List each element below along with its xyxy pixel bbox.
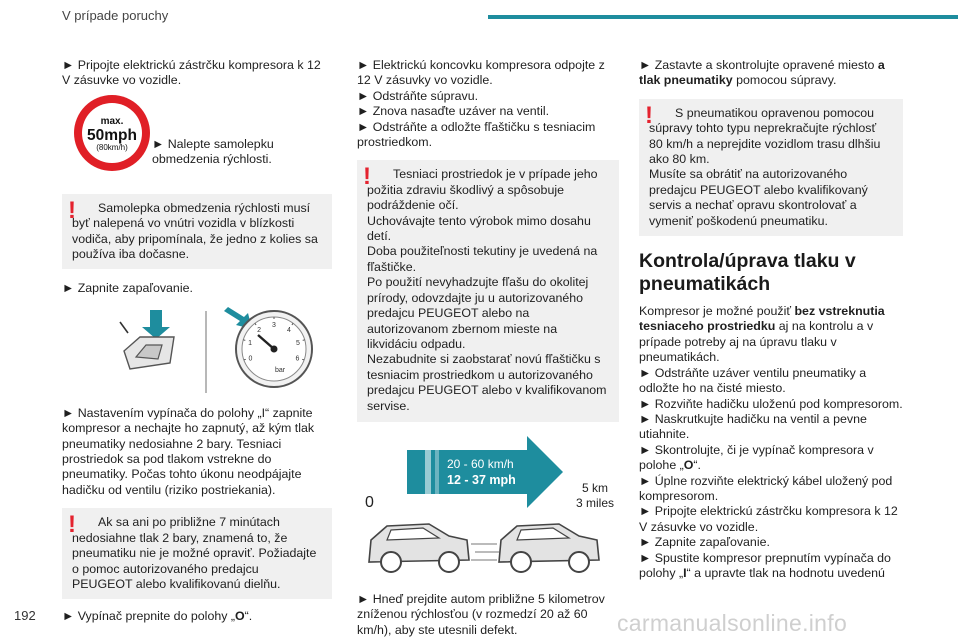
warning-box-sticker bbox=[62, 194, 332, 270]
warning-box-speed bbox=[639, 99, 903, 236]
instruction-ignition: ► Zapnite zapaľovanie. bbox=[62, 281, 193, 296]
watermark: carmanualsonline.info bbox=[617, 610, 848, 636]
step-remove-valve-cap: ► Odstráňte uzáver ventilu pneumatiky a odložte ho na čisté miesto. bbox=[639, 365, 867, 396]
step-plug-in: ► Pripojte elektrickú zástrčku kompresora k 12 V zásuvke vo vozidle. bbox=[639, 504, 898, 534]
step-start-compressor: ► Spustite kompresor prepnutím vypínača do polohy „I“ a upravte tlak na hodnotu uvedenú bbox=[639, 550, 891, 580]
gauge-tick-label: 6 bbox=[295, 355, 300, 363]
step-screw-hose: ► Naskrutkujte hadičku na ventil a pevne utiahnite. bbox=[639, 411, 867, 442]
instruction-check-repair: ► Zastavte a skontrolujte opravené miesto a tlak pneumatiky pomocou súpravy. bbox=[639, 58, 885, 88]
gauge-tick-mark bbox=[303, 340, 305, 341]
gauge-tick-mark bbox=[244, 359, 246, 360]
car-start-icon bbox=[369, 524, 469, 572]
speed-kmh-label: 20 - 60 km/h bbox=[447, 456, 514, 471]
compressor-illustration bbox=[62, 305, 332, 397]
speed-limit-sticker-row bbox=[62, 95, 332, 171]
warning-text: Ak sa ani po približne 7 minútach nedosiahne tlak 2 bary, znamená to, že pneumatiku nie je možné opraviť. Požiadajte o pomoc autorizovaného predajcu PEUGEOT alebo kvalifikovanú dielňu. bbox=[72, 515, 317, 591]
instruction-remove-bottle: ► Odstráňte a odložte fľaštičku s tesniacim prostriedkom. bbox=[357, 119, 596, 150]
warning-line-1: S pneumatikou opravenou pomocou súpravy tohto typu neprekračujte rýchlosť 80 km/h a neprejdite vozidlom trasu dlhšiu ako 80 km. bbox=[649, 105, 881, 167]
instruction-refit-cap: ► Znova nasaďte uzáver na ventil. bbox=[357, 104, 550, 119]
instruction-apply-sticker: ► Nalepte samolepku obmedzenia rýchlosti. bbox=[152, 136, 274, 167]
warning-icon: ! bbox=[68, 511, 76, 539]
warning-text: Samolepka obmedzenia rýchlosti musí byť nalepená vo vnútri vozidla v blízkosti vodiča, aby pripomínala, že jedno z kolies sa používa iba dočasne. bbox=[72, 200, 318, 262]
instruction-switch-on: ► Nastavením vypínača do polohy „I“ zapnite kompresor a nechajte ho zapnutý, až kým tlak pneumatiky nedosiahne 2 bary. Tesniaci prostriedok sa pod tlakom vstrekne do pneumatiky. Počas tohto úkonu neodpájajte hadičku od ventilu (riziko postriekania). bbox=[62, 405, 315, 497]
speed-mph-label: 12 - 37 mph bbox=[447, 472, 516, 487]
distance-km-label: 5 km bbox=[581, 480, 609, 495]
warning-icon: ! bbox=[68, 196, 76, 224]
step-unwind-cable: ► Úplne rozviňte elektrický kábel uložený pod kompresorom. bbox=[639, 473, 893, 503]
column-1 bbox=[62, 58, 332, 625]
gauge-tick-label: 2 bbox=[257, 326, 262, 334]
instruction-switch-off: ► Vypínač prepnite do polohy „O“. bbox=[62, 609, 253, 624]
drive-distance-illustration bbox=[357, 436, 619, 588]
drive-illustration bbox=[357, 436, 619, 588]
step-check-switch: ► Skontrolujte, či je vypínač kompresora v polohe „O“. bbox=[639, 442, 874, 473]
warning-line-2: Musíte sa obrátiť na autorizovaného predajcu PEUGEOT alebo kvalifikovaný servis a nechať opravu skontrolovať a vymeniť poškodenú pneumatiku. bbox=[649, 167, 868, 228]
step-unwind-hose: ► Rozviňte hadičku uloženú pod kompresorom. bbox=[639, 396, 903, 411]
warning-icon: ! bbox=[645, 101, 653, 129]
gauge-unit-label: bar bbox=[274, 366, 286, 374]
gauge-tick-mark bbox=[243, 340, 245, 341]
warning-icon: ! bbox=[363, 163, 371, 191]
gauge-tick-label: 1 bbox=[248, 339, 253, 347]
car-end-icon bbox=[499, 524, 599, 572]
page-number: 192 bbox=[14, 608, 36, 623]
gauge-tick-label: 3 bbox=[272, 321, 276, 329]
instruction-plug-in: ► Pripojte elektrickú zástrčku kompresora k 12 V zásuvke vo vozidle. bbox=[62, 58, 321, 88]
warning-line-4: Po použití nevyhadzujte fľašu do okolitej prírody, odovzdajte ju u autorizovaného predajcu PEUGEOT alebo na autorizovanom zbernom mieste na likvidáciu odpadu. bbox=[367, 275, 589, 351]
distance-miles-label: 3 miles bbox=[575, 495, 615, 510]
warning-line-2: Uchovávajte tento výrobok mimo dosahu detí. bbox=[367, 213, 591, 244]
gauge-tick-label: 5 bbox=[295, 339, 300, 347]
instruction-disconnect: ► Elektrickú koncovku kompresora odpojte z 12 V zásuvky vo vozidle. bbox=[357, 58, 605, 88]
warning-box-sealant bbox=[357, 160, 619, 422]
sign-text-main: 50mph bbox=[87, 126, 137, 144]
sign-text-top: max. bbox=[100, 115, 124, 127]
sign-text-sub: (80km/h) bbox=[96, 142, 128, 152]
start-label: 0 bbox=[365, 493, 374, 511]
column-2 bbox=[357, 58, 619, 638]
section-heading: Kontrola/úprava tlaku v pneumatikách bbox=[639, 250, 856, 296]
motion-lines bbox=[471, 544, 499, 560]
warning-line-1: Tesniaci prostriedok je v prípade jeho požitia zdraviu škodlivý a spôsobuje podráždenie očí. bbox=[367, 167, 598, 213]
gauge-tick-label: 0 bbox=[248, 355, 253, 363]
compressor-switch-gauge-illustration bbox=[62, 305, 332, 397]
instruction-remove-kit: ► Odstráňte súpravu. bbox=[357, 88, 479, 103]
step-ignition: ► Zapnite zapaľovanie. bbox=[639, 535, 770, 550]
gauge-tick-mark bbox=[302, 359, 304, 360]
header-accent-bar bbox=[488, 15, 958, 19]
column-3 bbox=[639, 58, 903, 581]
speed-limit-sign-icon bbox=[72, 93, 152, 173]
warning-line-3: Doba použiteľnosti tekutiny je uvedená na fľaštičke. bbox=[367, 244, 598, 274]
instruction-drive: ► Hneď prejdite autom približne 5 kilometrov zníženou rýchlosťou (v rozmedzí 20 až 60 km/h), aby ste utesnili defekt. bbox=[357, 591, 605, 637]
gauge-tick-label: 4 bbox=[286, 326, 291, 334]
warning-line-5: Nezabudnite si zaobstarať novú fľaštičku s tesniacim prostriedkom u autorizovaného predajcu PEUGEOT alebo v kvalifikovanom servise. bbox=[367, 352, 607, 413]
warning-box-pressure bbox=[62, 508, 332, 599]
down-arrow-icon bbox=[142, 310, 170, 339]
intro-paragraph: Kompresor je možné použiť bez vstreknutia tesniaceho prostriedku aj na kontrolu a v prípade potreby aj na úpravu tlaku v pneumatikách. bbox=[639, 304, 885, 365]
section-title: V prípade poruchy bbox=[62, 8, 169, 23]
